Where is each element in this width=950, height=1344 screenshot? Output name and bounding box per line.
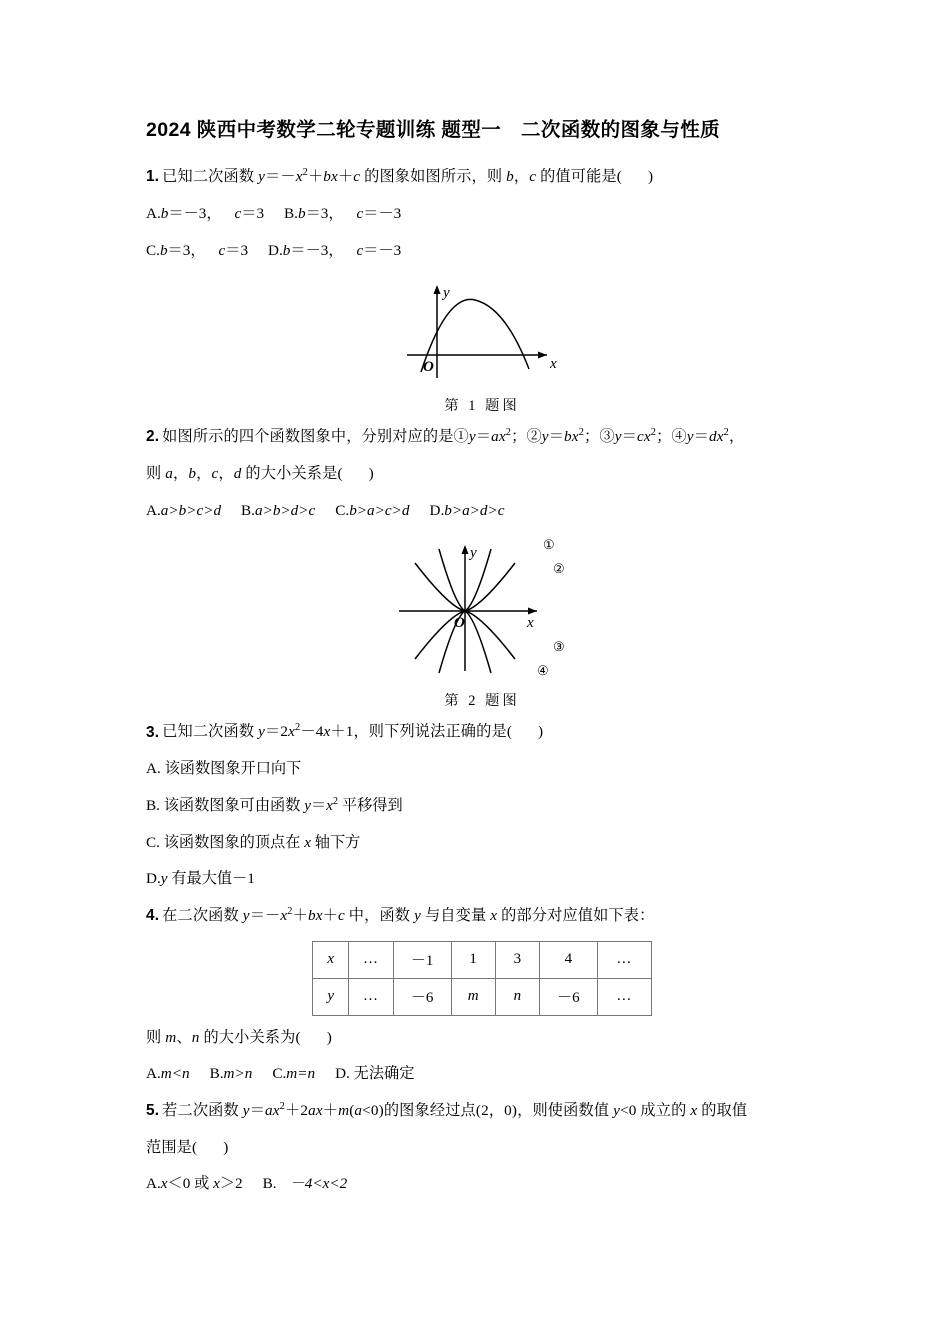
q2-optA-value: a>b>c>d	[160, 501, 222, 519]
q4-pt-pre: 则	[146, 1028, 166, 1046]
x-axis-label: x	[550, 356, 557, 373]
q1-close: )	[647, 168, 654, 186]
x-axis-arrow-2	[528, 608, 537, 615]
q5-optB-value: －4<x<2	[289, 1175, 348, 1193]
q2-optA-label[interactable]: A.	[146, 501, 161, 519]
q4-mid: 中，函数	[344, 906, 415, 924]
table-row-x	[313, 941, 652, 978]
q4-optD-value: 无法确定	[349, 1065, 415, 1083]
q2-eq3: ＝	[621, 428, 637, 446]
question-3-option-d[interactable]	[146, 867, 818, 891]
question-1-number: 1.	[146, 168, 160, 186]
q3-optB-label: B.	[146, 797, 160, 815]
figure-1-caption: 第 1 题图	[444, 398, 520, 415]
q2-optD-value: b>a>d>c	[444, 501, 505, 519]
q3-a: 已知二次函数	[162, 723, 259, 741]
y-axis-label: y	[443, 285, 450, 302]
q2-var-a: a	[165, 465, 174, 483]
q1-optB-ceq: ＝－3	[363, 205, 402, 223]
q1-optC-b: b	[159, 241, 168, 259]
q5-x: x	[690, 1101, 698, 1119]
table-cell-x-0: …	[349, 941, 393, 978]
q3-optC-pre: 该函数图象的顶点在	[159, 833, 305, 851]
q2-y3: y	[614, 428, 622, 446]
figure-2-caption: 第 2 题图	[444, 693, 520, 710]
q1-tail: 的图象如图所示，则	[360, 168, 507, 186]
q4-pt-sep: 、	[176, 1028, 192, 1046]
table-cell-y-5: …	[597, 978, 651, 1015]
x-axis-arrow	[538, 352, 547, 359]
document-content	[146, 118, 818, 1209]
q2-f3: cx	[636, 428, 651, 446]
question-2-stem-line-1	[146, 425, 818, 449]
q4-optD-label[interactable]: D.	[335, 1065, 350, 1083]
question-3-stem	[146, 720, 818, 744]
q2-eq1: ＝	[475, 428, 492, 446]
q4-pt-m: m	[165, 1028, 177, 1046]
q2-y2: y	[541, 428, 549, 446]
q1-optA-label[interactable]: A.	[146, 205, 161, 223]
q3-mid: －4	[300, 723, 324, 741]
q1-c: c	[353, 168, 361, 186]
q1-optA-beq: ＝－3，	[168, 205, 222, 223]
q5-optA-t2: ＞2	[219, 1175, 243, 1193]
q1-optC-c: c	[218, 241, 226, 259]
question-4-stem	[146, 904, 818, 928]
q2-optB-label[interactable]: B.	[241, 501, 255, 519]
q5-optA-x1: x	[160, 1175, 168, 1193]
q2-optC-value: b>a>c>d	[349, 501, 410, 519]
q5-ax2: ax	[308, 1101, 323, 1119]
q4-eq: ＝－	[249, 906, 281, 924]
q4-tail: 的部分对应值如下表：	[497, 906, 655, 924]
q4-a: 在二次函数	[162, 906, 243, 924]
table-cell-y-1: －6	[393, 978, 451, 1015]
table-cell-x-4: 4	[539, 941, 597, 978]
question-5-stem-line-1	[146, 1099, 818, 1123]
curve-label-4: ④	[537, 663, 549, 679]
q3-optA-text: 该函数图象开口向下	[160, 760, 302, 778]
question-2-number: 2.	[146, 428, 160, 446]
q3-optB-post: 平移得到	[338, 797, 403, 815]
table-cell-x-3: 3	[495, 941, 539, 978]
q5-optA-x2: x	[213, 1175, 220, 1193]
q1-optB-label[interactable]: B.	[284, 205, 298, 223]
q2-semi3: ；④	[656, 428, 687, 446]
q3-eq: ＝2	[265, 723, 289, 741]
question-2-figure-block	[146, 535, 818, 710]
q5-y: y	[242, 1101, 250, 1119]
q1-optA-b: b	[160, 205, 169, 223]
q4-x: x	[280, 906, 288, 924]
q2-optC-label[interactable]: C.	[335, 501, 350, 519]
q2-eq4: ＝	[693, 428, 710, 446]
q5-close: )	[223, 1138, 229, 1156]
q1-optC-ceq: ＝3	[225, 241, 249, 259]
q3-optD-post: 有最大值－1	[167, 870, 255, 888]
q3-optC-x: x	[304, 833, 311, 851]
q4-b: bx	[307, 906, 323, 924]
question-4-post-table	[146, 1026, 818, 1050]
table-cell-x-2: 1	[451, 941, 495, 978]
q4-s: 2	[287, 905, 293, 917]
x-axis-label-2: x	[527, 615, 534, 632]
table-header-y: y	[313, 978, 349, 1015]
q4-optC-label[interactable]: C.	[272, 1065, 287, 1083]
q4-plusb: ＋	[292, 906, 308, 924]
q5-eq: ＝	[249, 1101, 266, 1119]
values-table	[312, 941, 652, 1016]
curve-label-3: ③	[553, 639, 565, 655]
q3-tail: ＋1，则下列说法正确的是(	[330, 723, 513, 741]
q1-sup: 2	[302, 167, 308, 179]
q1-optB-b: b	[297, 205, 306, 223]
table-cell-y-4: －6	[539, 978, 597, 1015]
curve-label-2: ②	[553, 561, 565, 577]
question-5-number: 5.	[146, 1101, 160, 1119]
question-5-stem-line-2	[146, 1136, 818, 1160]
q5-s: 2	[279, 1100, 285, 1112]
q5-cond: (	[349, 1101, 355, 1119]
y-axis-arrow-2	[462, 545, 469, 554]
table-cell-y-3: n	[495, 978, 539, 1015]
q1-plusb: ＋	[307, 168, 324, 186]
table-cell-x-5: …	[597, 941, 651, 978]
q4-mid2: 与自变量	[421, 906, 491, 924]
q4-y2: y	[414, 906, 421, 924]
table-row-y	[313, 978, 652, 1015]
q5-l2: 范围是(	[146, 1138, 198, 1156]
q1-optB-c: c	[356, 205, 364, 223]
q5-a: 若二次函数	[162, 1101, 243, 1119]
q4-optB-value: m>n	[223, 1065, 253, 1083]
origin-label: O	[423, 359, 434, 376]
question-1-stem	[146, 165, 818, 189]
q5-tail: <0 成立的	[619, 1101, 691, 1119]
q2-a: 如图所示的四个函数图象中，分别对应的是①	[162, 428, 469, 446]
question-4-table-wrapper	[146, 941, 818, 1016]
q2-optD-label[interactable]: D.	[429, 501, 445, 519]
q2-c1: ，	[173, 465, 189, 483]
parabola-figure-2	[377, 535, 587, 680]
q3-optD-label: D.	[146, 870, 161, 888]
question-4-options	[146, 1062, 818, 1086]
q5-ax: ax	[265, 1101, 280, 1119]
page-title: 2024 陕西中考数学二轮专题训练 题型一 二次函数的图象与性质	[146, 119, 721, 141]
q2-c3: ，	[218, 465, 234, 483]
q2-y4: y	[686, 428, 694, 446]
q1-optD-beq: ＝－3，	[290, 241, 344, 259]
q5-optB-label[interactable]: B.	[262, 1175, 277, 1193]
q2-end: ，	[728, 428, 745, 446]
q3-s1: 2	[295, 722, 301, 734]
q2-l2-pre: 则	[146, 465, 166, 483]
q2-close: )	[368, 465, 374, 483]
q3-y: y	[258, 723, 266, 741]
question-3-option-b[interactable]	[146, 794, 818, 818]
q3-x2: x	[323, 723, 331, 741]
q5-optA-t1: ＜0 或	[167, 1175, 214, 1193]
question-3-number: 3.	[146, 723, 160, 741]
q2-s4: 2	[723, 427, 729, 439]
q1-comma: ，	[513, 168, 530, 186]
q4-optB-label[interactable]: B.	[209, 1065, 224, 1083]
q5-optA-label[interactable]: A.	[146, 1175, 161, 1193]
q2-f4: dx	[709, 428, 724, 446]
q4-optA-value: m<n	[160, 1065, 190, 1083]
q1-optD-b: b	[282, 241, 291, 259]
q3-optB-x: x	[326, 797, 333, 815]
q1-tail2: 的值可能是(	[536, 168, 622, 186]
q2-y1: y	[468, 428, 476, 446]
q2-var-d: d	[233, 465, 242, 483]
q2-s1: 2	[505, 427, 512, 439]
q2-var-b: b	[188, 465, 197, 483]
table-cell-y-2: m	[451, 978, 495, 1015]
table-header-x: x	[313, 941, 349, 978]
q1-x: x	[295, 168, 303, 186]
q5-m: m	[338, 1101, 350, 1119]
q5-plus: ＋	[322, 1101, 339, 1119]
q4-close: )	[326, 1028, 332, 1046]
q4-y: y	[242, 906, 250, 924]
question-1-options-row-2	[146, 239, 818, 263]
q1-y: y	[258, 168, 266, 186]
q3-optA-label: A.	[146, 760, 161, 778]
q2-eq2: ＝	[548, 428, 565, 446]
q4-pt-post: 的大小关系为(	[199, 1028, 301, 1046]
q1-optA-ceq: ＝3	[241, 205, 265, 223]
q2-var-c: c	[211, 465, 219, 483]
q1-eq: ＝－	[265, 168, 296, 186]
question-5-options	[146, 1172, 818, 1196]
q4-x2: x	[490, 906, 498, 924]
q2-l2-post: 的大小关系是(	[241, 465, 343, 483]
q1-optD-label[interactable]: D.	[268, 241, 283, 259]
q3-optB-s: 2	[332, 795, 339, 807]
q2-semi1: ；②	[511, 428, 542, 446]
q2-f2: bx	[564, 428, 579, 446]
q3-x1: x	[288, 723, 296, 741]
question-3-option-c[interactable]	[146, 831, 818, 855]
q4-optC-value: m=n	[286, 1065, 316, 1083]
question-1-figure-block	[146, 275, 818, 415]
q4-optA-label[interactable]: A.	[146, 1065, 161, 1083]
q4-plusc: ＋	[322, 906, 338, 924]
q3-optB-y: y	[304, 797, 311, 815]
parabola-figure-1	[387, 275, 577, 385]
q1-stem-a: 已知二次函数	[162, 168, 259, 186]
q2-semi2: ；③	[584, 428, 615, 446]
q3-optC-label: C.	[146, 833, 160, 851]
q3-optB-eq: ＝	[310, 797, 327, 815]
question-4-number: 4.	[146, 906, 160, 924]
q2-f1: ax	[491, 428, 506, 446]
y-axis-label-2: y	[470, 545, 477, 562]
q1-optC-label[interactable]: C.	[146, 241, 160, 259]
q5-tail2: 的取值	[697, 1101, 748, 1119]
table-cell-x-1: －1	[393, 941, 451, 978]
q2-s3: 2	[650, 427, 657, 439]
q1-b2: b	[506, 168, 514, 186]
q1-optB-beq: ＝3，	[305, 205, 344, 223]
q5-mid: ＋2	[285, 1101, 309, 1119]
q3-close: )	[538, 723, 544, 741]
q1-optD-ceq: ＝－3	[363, 241, 402, 259]
q1-plusc: ＋	[337, 168, 354, 186]
q2-optB-value: a>b>d>c	[254, 501, 316, 519]
curve-label-1: ①	[543, 537, 555, 553]
q3-optD-y: y	[160, 870, 168, 888]
question-2-stem-line-2	[146, 462, 818, 486]
q3-optC-post: 轴下方	[310, 833, 361, 851]
q1-optA-c: c	[234, 205, 242, 223]
q5-ca: a	[354, 1101, 363, 1119]
q1-c2: c	[529, 168, 537, 186]
y-axis-arrow	[434, 285, 441, 294]
q4-pt-n: n	[191, 1028, 200, 1046]
table-cell-y-0: …	[349, 978, 393, 1015]
question-2-options	[146, 499, 818, 523]
q2-c2: ，	[196, 465, 212, 483]
question-3-option-a[interactable]	[146, 757, 818, 781]
q1-b: bx	[323, 168, 338, 186]
origin-label-2: O	[454, 615, 465, 632]
q1-optD-c: c	[356, 241, 364, 259]
question-1-options-row-1	[146, 202, 818, 226]
q4-c: c	[337, 906, 345, 924]
q5-cond2: <0)的图象经过点(2，0)，则使函数值	[362, 1101, 614, 1119]
q2-s2: 2	[578, 427, 585, 439]
q5-y2: y	[613, 1101, 620, 1119]
q1-optC-beq: ＝3，	[167, 241, 206, 259]
q3-optB-pre: 该函数图象可由函数	[159, 797, 305, 815]
